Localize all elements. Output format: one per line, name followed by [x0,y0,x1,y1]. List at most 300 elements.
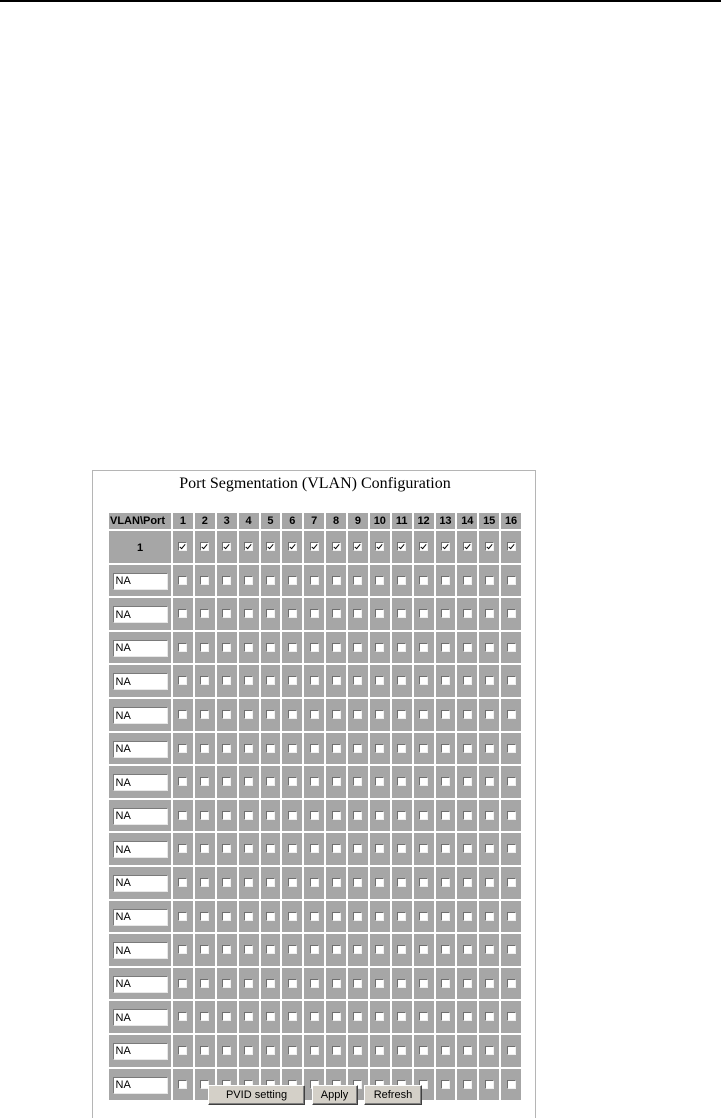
port-membership-checkbox[interactable] [419,979,428,988]
port-membership-checkbox[interactable] [485,777,494,786]
port-membership-checkbox[interactable] [485,878,494,887]
port-membership-checkbox[interactable] [507,878,516,887]
port-membership-checkbox[interactable] [310,609,319,618]
port-membership-checkbox[interactable] [441,811,450,820]
vlan-id-input[interactable] [113,841,168,858]
vlan-id-input[interactable] [113,1043,168,1060]
port-membership-checkbox[interactable] [397,643,406,652]
port-membership-checkbox[interactable] [266,912,275,921]
port-membership-checkbox[interactable] [288,945,297,954]
port-membership-checkbox[interactable] [485,979,494,988]
port-membership-checkbox[interactable] [353,710,362,719]
port-membership-checkbox[interactable] [463,777,472,786]
port-membership-checkbox[interactable] [463,1046,472,1055]
port-membership-checkbox[interactable] [353,777,362,786]
port-membership-checkbox[interactable] [485,542,494,551]
port-membership-checkbox[interactable] [485,1012,494,1021]
port-membership-checkbox[interactable] [244,811,253,820]
port-member-cell [479,531,499,563]
port-membership-checkbox[interactable] [375,811,384,820]
port-membership-checkbox[interactable] [222,609,231,618]
port-membership-checkbox[interactable] [222,811,231,820]
port-membership-checkbox[interactable] [463,542,472,551]
port-membership-checkbox[interactable] [375,676,384,685]
port-membership-checkbox[interactable] [397,676,406,685]
port-membership-checkbox[interactable] [375,777,384,786]
port-membership-checkbox[interactable] [419,576,428,585]
port-membership-checkbox[interactable] [288,542,297,551]
port-membership-checkbox[interactable] [507,1046,516,1055]
port-membership-checkbox[interactable] [332,945,341,954]
port-membership-checkbox[interactable] [244,844,253,853]
port-membership-checkbox[interactable] [244,979,253,988]
refresh-button[interactable]: Refresh [364,1085,422,1105]
port-membership-checkbox[interactable] [485,710,494,719]
port-membership-checkbox[interactable] [222,979,231,988]
port-membership-checkbox[interactable] [310,576,319,585]
port-membership-checkbox[interactable] [244,878,253,887]
port-membership-checkbox[interactable] [353,878,362,887]
port-membership-checkbox[interactable] [353,945,362,954]
port-membership-checkbox[interactable] [200,945,209,954]
port-member-cell [348,800,368,832]
port-membership-checkbox[interactable] [463,609,472,618]
port-membership-checkbox[interactable] [353,1046,362,1055]
vlan-id-input[interactable] [113,808,168,825]
port-membership-checkbox[interactable] [441,912,450,921]
port-membership-checkbox[interactable] [397,912,406,921]
port-membership-checkbox[interactable] [266,576,275,585]
port-membership-checkbox[interactable] [266,844,275,853]
port-membership-checkbox[interactable] [419,844,428,853]
port-membership-checkbox[interactable] [222,912,231,921]
port-membership-checkbox[interactable] [332,676,341,685]
port-membership-checkbox[interactable] [178,844,187,853]
port-membership-checkbox[interactable] [178,811,187,820]
port-membership-checkbox[interactable] [310,912,319,921]
port-membership-checkbox[interactable] [178,777,187,786]
port-membership-checkbox[interactable] [375,912,384,921]
port-member-cell [261,968,281,1000]
port-membership-checkbox[interactable] [244,1012,253,1021]
pvid-setting-button[interactable]: PVID setting [208,1085,305,1105]
port-member-cell [414,800,434,832]
port-member-cell [217,968,237,1000]
port-membership-checkbox[interactable] [441,542,450,551]
port-membership-checkbox[interactable] [288,609,297,618]
port-membership-checkbox[interactable] [375,710,384,719]
port-membership-checkbox[interactable] [310,1046,319,1055]
port-membership-checkbox[interactable] [332,777,341,786]
port-membership-checkbox[interactable] [288,979,297,988]
port-membership-checkbox[interactable] [463,811,472,820]
port-membership-checkbox[interactable] [507,609,516,618]
port-membership-checkbox[interactable] [310,777,319,786]
port-membership-checkbox[interactable] [200,1012,209,1021]
port-membership-checkbox[interactable] [244,912,253,921]
port-membership-checkbox[interactable] [485,811,494,820]
port-membership-checkbox[interactable] [332,710,341,719]
port-membership-checkbox[interactable] [222,945,231,954]
port-membership-checkbox[interactable] [419,710,428,719]
port-membership-checkbox[interactable] [507,643,516,652]
port-membership-checkbox[interactable] [222,576,231,585]
port-membership-checkbox[interactable] [353,844,362,853]
port-membership-checkbox[interactable] [397,878,406,887]
port-membership-checkbox[interactable] [485,676,494,685]
port-membership-checkbox[interactable] [288,1046,297,1055]
port-membership-checkbox[interactable] [441,576,450,585]
port-membership-checkbox[interactable] [441,744,450,753]
vlan-id-input[interactable] [113,573,168,590]
port-membership-checkbox[interactable] [441,676,450,685]
port-membership-checkbox[interactable] [200,744,209,753]
port-membership-checkbox[interactable] [375,576,384,585]
port-membership-checkbox[interactable] [266,542,275,551]
port-membership-checkbox[interactable] [375,542,384,551]
port-membership-checkbox[interactable] [397,1012,406,1021]
port-membership-checkbox[interactable] [419,1012,428,1021]
port-membership-checkbox[interactable] [507,777,516,786]
port-membership-checkbox[interactable] [397,542,406,551]
port-membership-checkbox[interactable] [441,643,450,652]
port-membership-checkbox[interactable] [375,979,384,988]
port-membership-checkbox[interactable] [507,945,516,954]
vlan-id-input[interactable] [113,909,168,926]
port-membership-checkbox[interactable] [332,542,341,551]
port-membership-checkbox[interactable] [178,912,187,921]
port-membership-checkbox[interactable] [178,576,187,585]
port-membership-checkbox[interactable] [397,945,406,954]
port-membership-checkbox[interactable] [353,609,362,618]
port-membership-checkbox[interactable] [507,542,516,551]
port-membership-checkbox[interactable] [222,643,231,652]
port-membership-checkbox[interactable] [178,1012,187,1021]
port-membership-checkbox[interactable] [485,1046,494,1055]
port-member-cell [217,565,237,597]
port-membership-checkbox[interactable] [419,1046,428,1055]
port-member-cell [326,867,346,899]
port-membership-checkbox[interactable] [332,979,341,988]
port-member-cell [414,531,434,563]
port-member-cell [326,733,346,765]
port-membership-checkbox[interactable] [178,542,187,551]
port-membership-checkbox[interactable] [310,979,319,988]
port-membership-checkbox[interactable] [266,878,275,887]
port-membership-checkbox[interactable] [266,1012,275,1021]
port-membership-checkbox[interactable] [310,811,319,820]
port-membership-checkbox[interactable] [463,676,472,685]
port-membership-checkbox[interactable] [200,979,209,988]
vlan-id-cell [109,766,171,798]
port-membership-checkbox[interactable] [332,576,341,585]
port-member-cell [282,699,302,731]
port-membership-checkbox[interactable] [332,1046,341,1055]
port-membership-checkbox[interactable] [507,710,516,719]
port-membership-checkbox[interactable] [419,609,428,618]
vlan-id-cell [109,733,171,765]
port-membership-checkbox[interactable] [310,643,319,652]
vlan-id-input[interactable] [113,640,168,657]
port-membership-checkbox[interactable] [463,744,472,753]
vlan-id-input[interactable] [113,976,168,993]
port-membership-checkbox[interactable] [419,643,428,652]
port-membership-checkbox[interactable] [353,576,362,585]
port-membership-checkbox[interactable] [266,945,275,954]
port-membership-checkbox[interactable] [463,979,472,988]
port-membership-checkbox[interactable] [397,609,406,618]
port-membership-checkbox[interactable] [353,979,362,988]
port-membership-checkbox[interactable] [441,979,450,988]
port-membership-checkbox[interactable] [266,979,275,988]
port-header: 16 [501,513,521,529]
port-membership-checkbox[interactable] [397,710,406,719]
port-membership-checkbox[interactable] [441,1012,450,1021]
port-membership-checkbox[interactable] [441,777,450,786]
port-membership-checkbox[interactable] [222,878,231,887]
port-member-cell [173,833,193,865]
port-membership-checkbox[interactable] [375,1046,384,1055]
port-membership-checkbox[interactable] [178,609,187,618]
port-membership-checkbox[interactable] [375,945,384,954]
port-membership-checkbox[interactable] [332,912,341,921]
port-membership-checkbox[interactable] [419,676,428,685]
port-membership-checkbox[interactable] [353,542,362,551]
port-membership-checkbox[interactable] [332,1012,341,1021]
port-membership-checkbox[interactable] [222,1012,231,1021]
port-membership-checkbox[interactable] [463,576,472,585]
port-membership-checkbox[interactable] [266,676,275,685]
vlan-id-input[interactable] [113,942,168,959]
port-membership-checkbox[interactable] [222,710,231,719]
port-membership-checkbox[interactable] [288,1012,297,1021]
port-membership-checkbox[interactable] [266,609,275,618]
port-membership-checkbox[interactable] [288,676,297,685]
port-member-cell [195,901,215,933]
port-membership-checkbox[interactable] [200,609,209,618]
port-member-cell [501,565,521,597]
port-membership-checkbox[interactable] [332,811,341,820]
port-membership-checkbox[interactable] [397,979,406,988]
port-membership-checkbox[interactable] [222,844,231,853]
port-membership-checkbox[interactable] [244,576,253,585]
port-membership-checkbox[interactable] [485,576,494,585]
port-membership-checkbox[interactable] [310,542,319,551]
port-membership-checkbox[interactable] [463,643,472,652]
port-membership-checkbox[interactable] [397,844,406,853]
port-membership-checkbox[interactable] [200,1046,209,1055]
port-membership-checkbox[interactable] [266,811,275,820]
port-membership-checkbox[interactable] [397,811,406,820]
port-membership-checkbox[interactable] [266,1046,275,1055]
port-membership-checkbox[interactable] [266,744,275,753]
port-membership-checkbox[interactable] [244,945,253,954]
port-membership-checkbox[interactable] [397,1046,406,1055]
port-membership-checkbox[interactable] [419,777,428,786]
port-membership-checkbox[interactable] [507,912,516,921]
port-membership-checkbox[interactable] [419,811,428,820]
port-membership-checkbox[interactable] [222,1046,231,1055]
port-membership-checkbox[interactable] [375,744,384,753]
port-membership-checkbox[interactable] [178,710,187,719]
port-membership-checkbox[interactable] [507,1012,516,1021]
port-membership-checkbox[interactable] [397,744,406,753]
port-membership-checkbox[interactable] [441,1046,450,1055]
port-membership-checkbox[interactable] [332,844,341,853]
port-membership-checkbox[interactable] [507,744,516,753]
port-membership-checkbox[interactable] [244,609,253,618]
port-membership-checkbox[interactable] [375,643,384,652]
port-member-cell [501,598,521,630]
port-membership-checkbox[interactable] [310,945,319,954]
port-membership-checkbox[interactable] [507,676,516,685]
port-membership-checkbox[interactable] [200,811,209,820]
port-membership-checkbox[interactable] [310,1012,319,1021]
vlan-id-input[interactable] [113,774,168,791]
port-membership-checkbox[interactable] [485,744,494,753]
port-membership-checkbox[interactable] [310,744,319,753]
port-membership-checkbox[interactable] [310,878,319,887]
port-membership-checkbox[interactable] [244,676,253,685]
port-membership-checkbox[interactable] [463,878,472,887]
port-member-cell [392,699,412,731]
vlan-id-input[interactable] [113,606,168,623]
port-membership-checkbox[interactable] [485,609,494,618]
port-membership-checkbox[interactable] [200,777,209,786]
port-membership-checkbox[interactable] [178,945,187,954]
port-membership-checkbox[interactable] [244,1046,253,1055]
port-membership-checkbox[interactable] [485,844,494,853]
port-membership-checkbox[interactable] [332,609,341,618]
port-member-cell [479,665,499,697]
port-membership-checkbox[interactable] [288,744,297,753]
port-membership-checkbox[interactable] [200,542,209,551]
port-membership-checkbox[interactable] [244,643,253,652]
port-membership-checkbox[interactable] [266,777,275,786]
port-membership-checkbox[interactable] [200,710,209,719]
port-membership-checkbox[interactable] [178,979,187,988]
port-membership-checkbox[interactable] [178,1046,187,1055]
port-membership-checkbox[interactable] [463,945,472,954]
port-membership-checkbox[interactable] [288,811,297,820]
port-membership-checkbox[interactable] [353,912,362,921]
port-membership-checkbox[interactable] [200,643,209,652]
port-membership-checkbox[interactable] [463,912,472,921]
port-membership-checkbox[interactable] [463,844,472,853]
port-membership-checkbox[interactable] [485,945,494,954]
port-membership-checkbox[interactable] [222,542,231,551]
port-membership-checkbox[interactable] [222,744,231,753]
port-membership-checkbox[interactable] [507,811,516,820]
port-membership-checkbox[interactable] [244,744,253,753]
port-membership-checkbox[interactable] [353,1012,362,1021]
port-membership-checkbox[interactable] [244,542,253,551]
port-membership-checkbox[interactable] [485,643,494,652]
port-membership-checkbox[interactable] [332,643,341,652]
port-membership-checkbox[interactable] [332,878,341,887]
port-membership-checkbox[interactable] [485,912,494,921]
port-membership-checkbox[interactable] [507,844,516,853]
port-membership-checkbox[interactable] [441,945,450,954]
port-membership-checkbox[interactable] [353,676,362,685]
vlan-id-input[interactable] [113,707,168,724]
port-membership-checkbox[interactable] [419,744,428,753]
port-membership-checkbox[interactable] [244,710,253,719]
port-membership-checkbox[interactable] [353,744,362,753]
port-membership-checkbox[interactable] [178,878,187,887]
port-membership-checkbox[interactable] [288,844,297,853]
port-membership-checkbox[interactable] [288,912,297,921]
port-membership-checkbox[interactable] [397,576,406,585]
port-membership-checkbox[interactable] [310,710,319,719]
port-membership-checkbox[interactable] [288,878,297,887]
port-membership-checkbox[interactable] [222,676,231,685]
port-membership-checkbox[interactable] [244,777,253,786]
port-membership-checkbox[interactable] [266,643,275,652]
port-member-cell [436,699,456,731]
port-membership-checkbox[interactable] [507,576,516,585]
port-membership-checkbox[interactable] [375,1012,384,1021]
port-membership-checkbox[interactable] [332,744,341,753]
port-membership-checkbox[interactable] [310,676,319,685]
port-member-cell [261,598,281,630]
port-membership-checkbox[interactable] [222,777,231,786]
port-membership-checkbox[interactable] [288,777,297,786]
vlan-id-input[interactable] [113,673,168,690]
vlan-id-input[interactable] [113,875,168,892]
port-membership-checkbox[interactable] [310,844,319,853]
port-membership-checkbox[interactable] [507,979,516,988]
port-membership-checkbox[interactable] [200,844,209,853]
port-membership-checkbox[interactable] [375,878,384,887]
port-membership-checkbox[interactable] [419,542,428,551]
port-member-cell [370,632,390,664]
port-membership-checkbox[interactable] [200,878,209,887]
port-membership-checkbox[interactable] [419,878,428,887]
port-membership-checkbox[interactable] [200,912,209,921]
port-membership-checkbox[interactable] [463,1012,472,1021]
port-membership-checkbox[interactable] [200,676,209,685]
port-membership-checkbox[interactable] [397,777,406,786]
port-member-cell [304,733,324,765]
port-membership-checkbox[interactable] [288,576,297,585]
port-membership-checkbox[interactable] [419,912,428,921]
port-member-cell [239,934,259,966]
vlan-id-cell [109,934,171,966]
port-membership-checkbox[interactable] [419,945,428,954]
port-membership-checkbox[interactable] [288,710,297,719]
port-membership-checkbox[interactable] [353,811,362,820]
port-membership-checkbox[interactable] [441,878,450,887]
port-membership-checkbox[interactable] [266,710,275,719]
port-membership-checkbox[interactable] [441,710,450,719]
port-membership-checkbox[interactable] [353,643,362,652]
port-membership-checkbox[interactable] [375,609,384,618]
port-membership-checkbox[interactable] [200,576,209,585]
port-membership-checkbox[interactable] [288,643,297,652]
port-member-cell [282,833,302,865]
port-membership-checkbox[interactable] [441,609,450,618]
port-membership-checkbox[interactable] [463,710,472,719]
apply-button[interactable]: Apply [312,1085,358,1105]
vlan-id-input[interactable] [113,1009,168,1026]
port-membership-checkbox[interactable] [441,844,450,853]
port-membership-checkbox[interactable] [178,744,187,753]
port-membership-checkbox[interactable] [178,676,187,685]
port-membership-checkbox[interactable] [375,844,384,853]
vlan-id-input[interactable] [113,741,168,758]
port-membership-checkbox[interactable] [178,643,187,652]
